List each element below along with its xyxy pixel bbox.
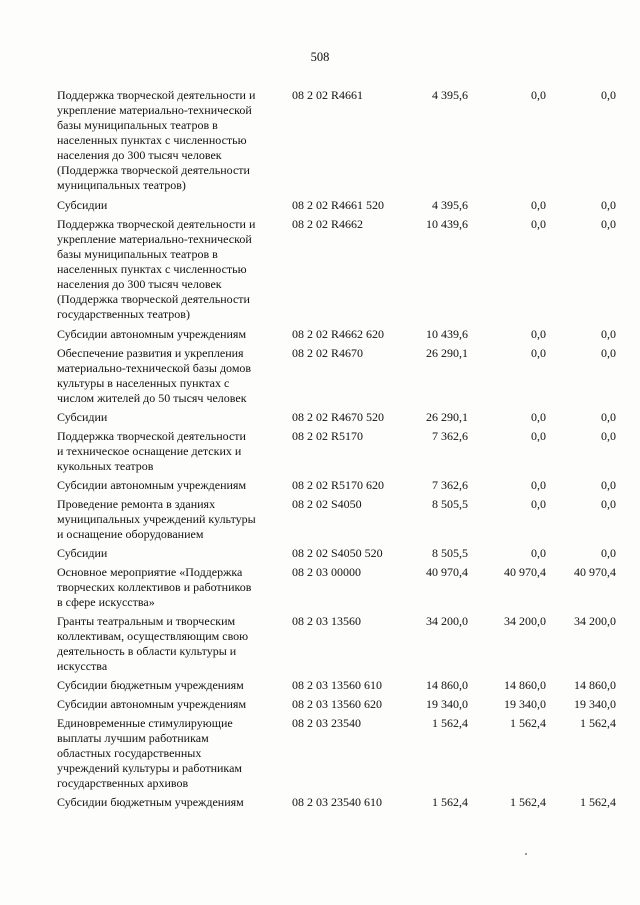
row-value-1: 40 970,4 <box>426 565 468 579</box>
row-value-2: 0,0 <box>531 327 546 341</box>
row-name: Субсидии <box>57 198 108 212</box>
row-value-1: 10 439,6 <box>426 217 468 231</box>
row-name: Поддержка творческой деятельности и техническое оснащение детских и кукольных театров <box>57 429 246 473</box>
row-code: 08 2 02 S4050 520 <box>292 546 383 560</box>
row-code: 08 2 02 R4661 520 <box>292 198 385 212</box>
row-code: 08 2 03 00000 <box>292 565 361 579</box>
scan-speck <box>525 853 527 855</box>
row-code: 08 2 02 R4670 <box>292 346 364 360</box>
row-value-2: 0,0 <box>531 88 546 102</box>
row-code: 08 2 03 23540 610 <box>292 795 382 809</box>
row-value-1: 4 395,6 <box>432 198 468 212</box>
row-value-3: 14 860,0 <box>574 678 616 692</box>
row-value-3: 0,0 <box>601 346 616 360</box>
row-value-3: 0,0 <box>601 327 616 341</box>
row-value-1: 26 290,1 <box>426 346 468 360</box>
row-value-1: 8 505,5 <box>432 497 468 511</box>
row-name: Субсидии <box>57 410 108 424</box>
row-value-3: 0,0 <box>601 88 616 102</box>
row-value-3: 0,0 <box>601 217 616 231</box>
row-value-3: 0,0 <box>601 497 616 511</box>
row-value-3: 0,0 <box>601 546 616 560</box>
row-value-1: 1 562,4 <box>432 716 468 730</box>
row-value-2: 34 200,0 <box>504 614 546 628</box>
row-name: Субсидии автономным учреждениям <box>57 697 247 711</box>
row-name: Единовременные стимулирующие выплаты лучшим работникам областных государственных учреждений культуры и работникам государственных архивов <box>57 716 242 790</box>
row-value-1: 10 439,6 <box>426 327 468 341</box>
row-value-1: 1 562,4 <box>432 795 468 809</box>
row-value-2: 1 562,4 <box>510 795 546 809</box>
row-name: Обеспечение развития и укрепления материально-технической базы домов культуры в населенных пунктах с числом жителей до 50 тысяч человек <box>57 346 252 405</box>
row-value-1: 19 340,0 <box>426 697 468 711</box>
row-name: Поддержка творческой деятельности и укрепление материально-технической базы муниципальных театров в населенных пунктах с численностью населения до 300 тысяч человек (Поддержка творческой деятельности муниципальных театров) <box>57 88 256 192</box>
row-code: 08 2 03 13560 620 <box>292 697 382 711</box>
row-code: 08 2 02 S4050 <box>292 497 362 511</box>
row-value-3: 40 970,4 <box>574 565 616 579</box>
row-value-2: 1 562,4 <box>510 716 546 730</box>
row-value-1: 7 362,6 <box>432 429 468 443</box>
row-value-2: 0,0 <box>531 546 546 560</box>
row-value-2: 14 860,0 <box>504 678 546 692</box>
row-value-1: 26 290,1 <box>426 410 468 424</box>
row-value-2: 0,0 <box>531 429 546 443</box>
row-value-2: 0,0 <box>531 217 546 231</box>
row-code: 08 2 03 13560 <box>292 614 361 628</box>
row-value-1: 4 395,6 <box>432 88 468 102</box>
row-name: Поддержка творческой деятельности и укрепление материально-технической базы муниципальных театров в населенных пунктах с численностью населения до 300 тысяч человек (Поддержка творческой деятельности государственных театров) <box>57 217 256 321</box>
row-value-1: 8 505,5 <box>432 546 468 560</box>
page-number: 508 <box>310 50 330 64</box>
row-value-1: 7 362,6 <box>432 478 468 492</box>
row-code: 08 2 02 R4662 620 <box>292 327 385 341</box>
row-code: 08 2 03 13560 610 <box>292 678 382 692</box>
row-value-3: 0,0 <box>601 478 616 492</box>
row-name: Субсидии автономным учреждениям <box>57 327 247 341</box>
row-value-1: 34 200,0 <box>426 614 468 628</box>
row-name: Проведение ремонта в зданиях муниципальных учреждений культуры и оснащение оборудованием <box>57 497 256 541</box>
row-code: 08 2 02 R5170 <box>292 429 364 443</box>
row-value-3: 0,0 <box>601 410 616 424</box>
row-value-3: 1 562,4 <box>580 716 616 730</box>
row-name: Субсидии автономным учреждениям <box>57 478 247 492</box>
row-name: Субсидии <box>57 546 108 560</box>
row-value-2: 19 340,0 <box>504 697 546 711</box>
row-value-3: 19 340,0 <box>574 697 616 711</box>
row-name: Субсидии бюджетным учреждениям <box>57 678 244 692</box>
row-name: Субсидии бюджетным учреждениям <box>57 795 244 809</box>
row-value-3: 0,0 <box>601 198 616 212</box>
row-code: 08 2 02 R4661 <box>292 88 364 102</box>
row-value-2: 40 970,4 <box>504 565 546 579</box>
row-value-3: 0,0 <box>601 429 616 443</box>
row-value-2: 0,0 <box>531 198 546 212</box>
row-code: 08 2 03 23540 <box>292 716 361 730</box>
row-value-3: 34 200,0 <box>574 614 616 628</box>
row-name: Гранты театральным и творческим коллективам, осуществляющим свою деятельность в области культуры и искусства <box>57 614 249 673</box>
row-code: 08 2 02 R4662 <box>292 217 364 231</box>
row-name: Основное мероприятие «Поддержка творческих коллективов и работников в сфере искусства» <box>57 565 252 609</box>
row-code: 08 2 02 R5170 620 <box>292 478 385 492</box>
row-value-2: 0,0 <box>531 410 546 424</box>
row-value-3: 1 562,4 <box>580 795 616 809</box>
row-code: 08 2 02 R4670 520 <box>292 410 385 424</box>
row-value-1: 14 860,0 <box>426 678 468 692</box>
row-value-2: 0,0 <box>531 497 546 511</box>
row-value-2: 0,0 <box>531 346 546 360</box>
row-value-2: 0,0 <box>531 478 546 492</box>
